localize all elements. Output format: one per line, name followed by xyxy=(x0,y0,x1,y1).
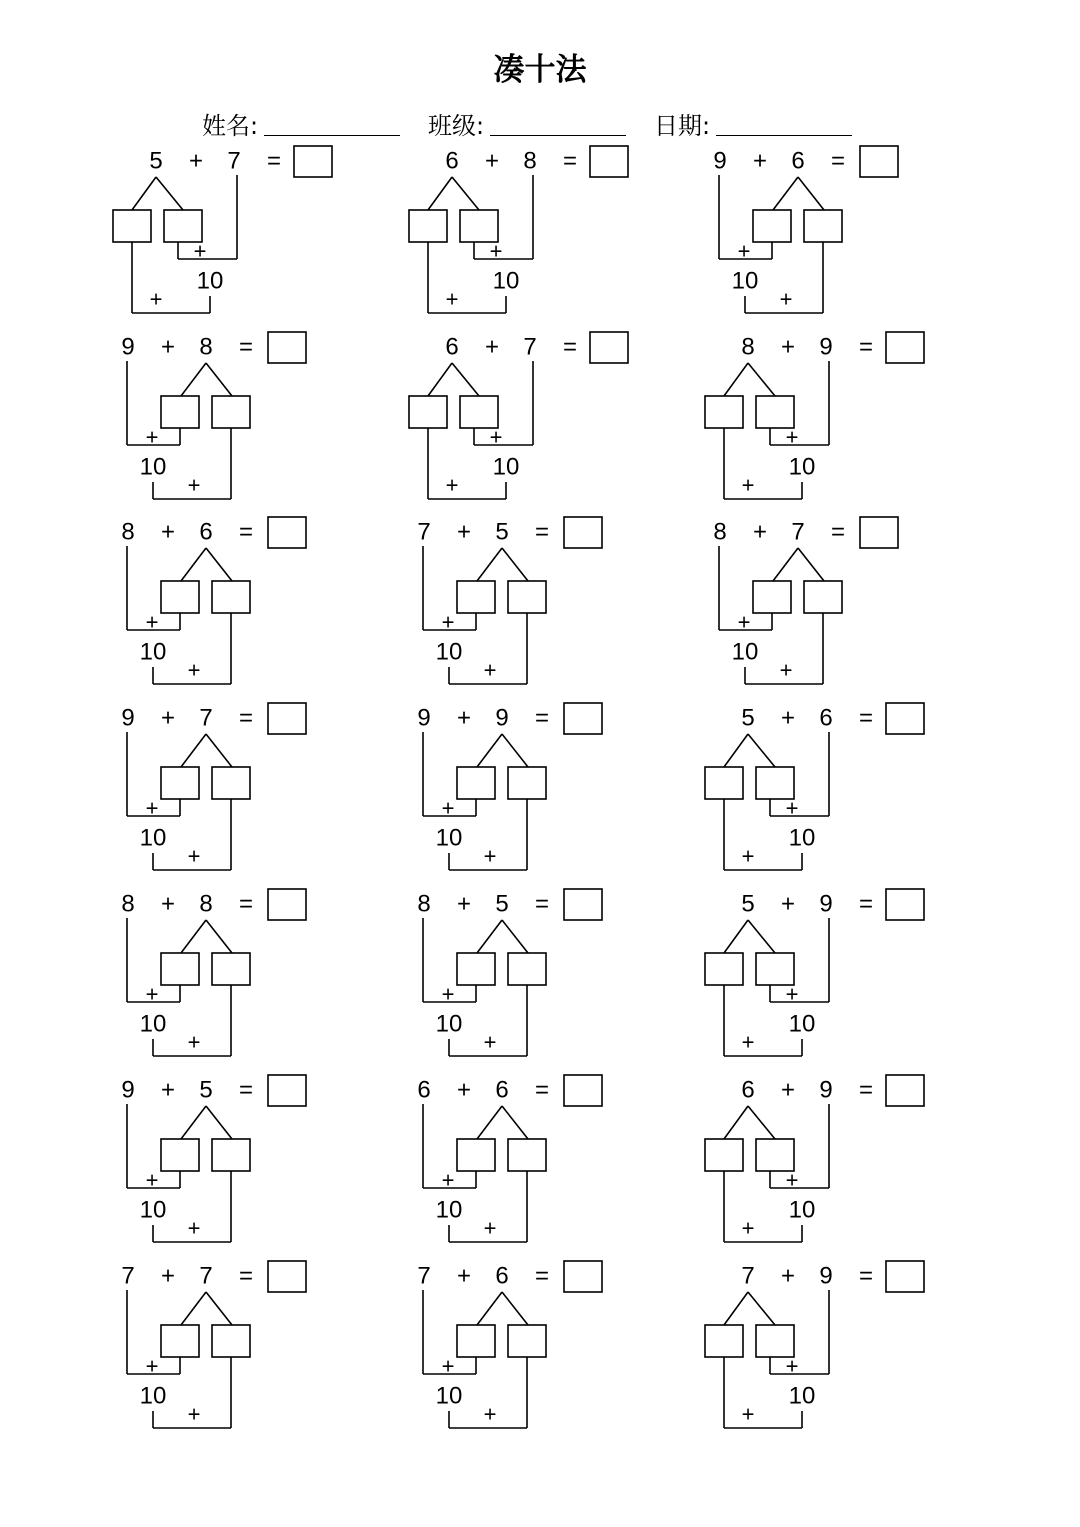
bracket-plus: + xyxy=(149,286,163,312)
equals-sign: = xyxy=(858,333,874,361)
answer-box[interactable] xyxy=(268,1075,306,1106)
bracket-plus: + xyxy=(741,843,755,869)
addend-a: 7 xyxy=(121,1262,135,1290)
split-box-left[interactable] xyxy=(161,396,199,428)
ten-label: 10 xyxy=(139,1196,167,1224)
problem-14 xyxy=(417,889,602,1056)
problem-6 xyxy=(705,332,924,499)
problem-5 xyxy=(409,332,628,499)
split-box-left[interactable] xyxy=(457,1325,495,1357)
answer-box[interactable] xyxy=(860,146,898,177)
bracket-plus: + xyxy=(737,238,751,264)
bracket-plus: + xyxy=(483,1029,497,1055)
split-box-right[interactable] xyxy=(508,767,546,799)
split-box-right[interactable] xyxy=(508,953,546,985)
split-box-right[interactable] xyxy=(212,1325,250,1357)
branch-line xyxy=(206,548,232,581)
problem-19 xyxy=(121,1261,306,1428)
addend-a: 9 xyxy=(417,704,431,732)
bracket-plus: + xyxy=(483,843,497,869)
ten-label: 10 xyxy=(492,267,520,295)
branch-line xyxy=(206,920,232,953)
bracket-plus: + xyxy=(483,657,497,683)
equals-sign: = xyxy=(238,1076,254,1104)
split-box-left[interactable] xyxy=(705,953,743,985)
split-box-right[interactable] xyxy=(508,1139,546,1171)
bracket-plus: + xyxy=(737,609,751,635)
branch-line xyxy=(724,734,748,767)
bracket-plus: + xyxy=(441,609,455,635)
ten-label: 10 xyxy=(788,824,816,852)
addend-b: 7 xyxy=(227,147,241,175)
answer-box[interactable] xyxy=(564,1075,602,1106)
answer-box[interactable] xyxy=(268,703,306,734)
plus-sign: + xyxy=(780,333,796,361)
addend-a: 8 xyxy=(741,333,755,361)
branch-line xyxy=(206,1106,232,1139)
ten-label: 10 xyxy=(788,453,816,481)
ten-label: 10 xyxy=(435,1010,463,1038)
branch-line xyxy=(181,548,206,581)
ten-label: 10 xyxy=(435,638,463,666)
bracket-plus: + xyxy=(785,1167,799,1193)
branch-line xyxy=(502,548,528,581)
split-box-left[interactable] xyxy=(161,1325,199,1357)
split-box-right[interactable] xyxy=(804,581,842,613)
addend-b: 7 xyxy=(199,1262,213,1290)
addend-b: 6 xyxy=(819,704,833,732)
branch-line xyxy=(181,920,206,953)
bracket-plus: + xyxy=(483,1401,497,1427)
equals-sign: = xyxy=(238,704,254,732)
ten-label: 10 xyxy=(139,1010,167,1038)
equals-sign: = xyxy=(534,704,550,732)
ten-label: 10 xyxy=(788,1382,816,1410)
bracket-plus: + xyxy=(441,981,455,1007)
answer-box[interactable] xyxy=(886,889,924,920)
branch-line xyxy=(502,920,528,953)
addend-a: 9 xyxy=(713,147,727,175)
branch-line xyxy=(477,548,502,581)
split-box-left[interactable] xyxy=(409,396,447,428)
answer-box[interactable] xyxy=(886,332,924,363)
plus-sign: + xyxy=(752,147,768,175)
addend-b: 8 xyxy=(199,890,213,918)
plus-sign: + xyxy=(160,333,176,361)
ten-label: 10 xyxy=(139,1382,167,1410)
addend-a: 6 xyxy=(741,1076,755,1104)
addend-b: 9 xyxy=(819,1262,833,1290)
branch-line xyxy=(724,1292,748,1325)
split-box-left[interactable] xyxy=(705,1325,743,1357)
addend-a: 7 xyxy=(417,518,431,546)
equals-sign: = xyxy=(534,518,550,546)
branch-line xyxy=(206,1292,232,1325)
ten-label: 10 xyxy=(435,1382,463,1410)
ten-label: 10 xyxy=(788,1010,816,1038)
bracket-plus: + xyxy=(779,657,793,683)
split-box-left[interactable] xyxy=(705,396,743,428)
addend-b: 9 xyxy=(819,890,833,918)
plus-sign: + xyxy=(780,704,796,732)
problem-13 xyxy=(121,889,306,1056)
problem-15 xyxy=(705,889,924,1056)
equals-sign: = xyxy=(238,518,254,546)
plus-sign: + xyxy=(160,1262,176,1290)
equals-sign: = xyxy=(562,333,578,361)
branch-line xyxy=(502,1106,528,1139)
bracket-plus: + xyxy=(441,795,455,821)
bracket-plus: + xyxy=(741,1215,755,1241)
split-box-right[interactable] xyxy=(212,767,250,799)
name-label: 姓名: xyxy=(202,112,259,140)
plus-sign: + xyxy=(160,704,176,732)
equals-sign: = xyxy=(238,890,254,918)
branch-line xyxy=(724,1106,748,1139)
split-box-left[interactable] xyxy=(457,767,495,799)
worksheet-title: 凑十法 xyxy=(493,52,587,88)
plus-sign: + xyxy=(484,147,500,175)
addend-b: 8 xyxy=(523,147,537,175)
branch-line xyxy=(206,734,232,767)
addend-b: 6 xyxy=(495,1076,509,1104)
answer-box[interactable] xyxy=(564,1261,602,1292)
branch-line xyxy=(156,177,183,210)
bracket-plus: + xyxy=(145,795,159,821)
equals-sign: = xyxy=(266,147,282,175)
branch-line xyxy=(798,548,824,581)
branch-line xyxy=(724,920,748,953)
equals-sign: = xyxy=(238,1262,254,1290)
branch-line xyxy=(748,734,775,767)
addend-b: 8 xyxy=(199,333,213,361)
answer-box[interactable] xyxy=(294,146,332,177)
addend-a: 5 xyxy=(741,704,755,732)
problem-10 xyxy=(121,703,306,870)
branch-line xyxy=(452,363,479,396)
split-box-right[interactable] xyxy=(460,210,498,242)
problem-1 xyxy=(113,146,332,313)
problem-9 xyxy=(713,517,898,684)
plus-sign: + xyxy=(456,704,472,732)
equals-sign: = xyxy=(830,147,846,175)
branch-line xyxy=(181,363,206,396)
addend-a: 8 xyxy=(417,890,431,918)
plus-sign: + xyxy=(752,518,768,546)
bracket-plus: + xyxy=(483,1215,497,1241)
addend-b: 6 xyxy=(791,147,805,175)
addend-a: 9 xyxy=(121,1076,135,1104)
addend-b: 5 xyxy=(199,1076,213,1104)
branch-line xyxy=(748,1292,775,1325)
split-box-left[interactable] xyxy=(161,1139,199,1171)
split-box-left[interactable] xyxy=(409,210,447,242)
answer-box[interactable] xyxy=(564,517,602,548)
equals-sign: = xyxy=(858,704,874,732)
plus-sign: + xyxy=(456,1076,472,1104)
ten-label: 10 xyxy=(139,638,167,666)
split-box-left[interactable] xyxy=(457,953,495,985)
problem-16 xyxy=(121,1075,306,1242)
split-box-right[interactable] xyxy=(756,767,794,799)
branch-line xyxy=(748,1106,775,1139)
split-box-right[interactable] xyxy=(164,210,202,242)
answer-box[interactable] xyxy=(886,1075,924,1106)
addend-a: 6 xyxy=(445,333,459,361)
bracket-plus: + xyxy=(785,981,799,1007)
bracket-plus: + xyxy=(145,424,159,450)
addend-b: 5 xyxy=(495,518,509,546)
branch-line xyxy=(798,177,824,210)
split-box-right[interactable] xyxy=(756,396,794,428)
addend-a: 5 xyxy=(741,890,755,918)
branch-line xyxy=(477,1292,502,1325)
problem-4 xyxy=(121,332,306,499)
addend-b: 9 xyxy=(819,333,833,361)
split-box-left[interactable] xyxy=(753,581,791,613)
bracket-plus: + xyxy=(779,286,793,312)
equals-sign: = xyxy=(562,147,578,175)
split-box-left[interactable] xyxy=(753,210,791,242)
bracket-plus: + xyxy=(187,472,201,498)
problem-17 xyxy=(417,1075,602,1242)
problem-7 xyxy=(121,517,306,684)
split-box-right[interactable] xyxy=(756,1325,794,1357)
ten-label: 10 xyxy=(435,824,463,852)
answer-box[interactable] xyxy=(268,332,306,363)
bracket-plus: + xyxy=(187,1029,201,1055)
bracket-plus: + xyxy=(187,843,201,869)
split-box-left[interactable] xyxy=(457,1139,495,1171)
branch-line xyxy=(748,920,775,953)
equals-sign: = xyxy=(858,1076,874,1104)
bracket-plus: + xyxy=(785,795,799,821)
plus-sign: + xyxy=(780,1076,796,1104)
problem-11 xyxy=(417,703,602,870)
addend-a: 9 xyxy=(121,704,135,732)
addend-b: 6 xyxy=(495,1262,509,1290)
plus-sign: + xyxy=(456,518,472,546)
answer-box[interactable] xyxy=(268,889,306,920)
equals-sign: = xyxy=(830,518,846,546)
plus-sign: + xyxy=(160,890,176,918)
bracket-plus: + xyxy=(741,472,755,498)
plus-sign: + xyxy=(780,1262,796,1290)
split-box-left[interactable] xyxy=(161,953,199,985)
branch-line xyxy=(181,1106,206,1139)
bracket-plus: + xyxy=(785,424,799,450)
bracket-plus: + xyxy=(187,1215,201,1241)
addend-b: 7 xyxy=(199,704,213,732)
ten-label: 10 xyxy=(139,824,167,852)
addend-b: 9 xyxy=(495,704,509,732)
answer-box[interactable] xyxy=(590,146,628,177)
addend-a: 8 xyxy=(121,518,135,546)
split-box-right[interactable] xyxy=(212,396,250,428)
branch-line xyxy=(773,177,798,210)
equals-sign: = xyxy=(534,1262,550,1290)
branch-line xyxy=(748,363,775,396)
branch-line xyxy=(452,177,479,210)
split-box-left[interactable] xyxy=(113,210,151,242)
equals-sign: = xyxy=(534,890,550,918)
bracket-plus: + xyxy=(445,472,459,498)
addend-a: 5 xyxy=(149,147,163,175)
addend-a: 6 xyxy=(445,147,459,175)
addend-b: 5 xyxy=(495,890,509,918)
problem-2 xyxy=(409,146,628,313)
problem-21 xyxy=(705,1261,924,1428)
plus-sign: + xyxy=(188,147,204,175)
split-box-right[interactable] xyxy=(508,581,546,613)
branch-line xyxy=(206,363,232,396)
bracket-plus: + xyxy=(145,609,159,635)
addend-b: 6 xyxy=(199,518,213,546)
plus-sign: + xyxy=(456,1262,472,1290)
ten-label: 10 xyxy=(435,1196,463,1224)
split-box-right[interactable] xyxy=(756,953,794,985)
equals-sign: = xyxy=(238,333,254,361)
split-box-right[interactable] xyxy=(756,1139,794,1171)
split-box-right[interactable] xyxy=(212,1139,250,1171)
bracket-plus: + xyxy=(145,1353,159,1379)
answer-box[interactable] xyxy=(268,517,306,548)
branch-line xyxy=(181,1292,206,1325)
ten-label: 10 xyxy=(731,267,759,295)
ten-label: 10 xyxy=(788,1196,816,1224)
bracket-plus: + xyxy=(187,657,201,683)
ten-label: 10 xyxy=(731,638,759,666)
bracket-plus: + xyxy=(441,1353,455,1379)
equals-sign: = xyxy=(858,1262,874,1290)
problem-20 xyxy=(417,1261,602,1428)
date-label: 日期: xyxy=(654,112,711,140)
branch-line xyxy=(477,734,502,767)
split-box-right[interactable] xyxy=(804,210,842,242)
bracket-plus: + xyxy=(489,238,503,264)
problem-3 xyxy=(713,146,898,313)
bracket-plus: + xyxy=(741,1029,755,1055)
addend-a: 7 xyxy=(417,1262,431,1290)
ten-label: 10 xyxy=(139,453,167,481)
answer-box[interactable] xyxy=(564,889,602,920)
answer-box[interactable] xyxy=(590,332,628,363)
plus-sign: + xyxy=(160,1076,176,1104)
branch-line xyxy=(477,1106,502,1139)
split-box-right[interactable] xyxy=(460,396,498,428)
plus-sign: + xyxy=(160,518,176,546)
ten-label: 10 xyxy=(492,453,520,481)
addend-a: 9 xyxy=(121,333,135,361)
addend-a: 7 xyxy=(741,1262,755,1290)
plus-sign: + xyxy=(484,333,500,361)
problem-12 xyxy=(705,703,924,870)
bracket-plus: + xyxy=(145,1167,159,1193)
bracket-plus: + xyxy=(187,1401,201,1427)
class-label: 班级: xyxy=(428,112,485,140)
branch-line xyxy=(502,1292,528,1325)
answer-box[interactable] xyxy=(564,703,602,734)
problem-18 xyxy=(705,1075,924,1242)
addend-a: 6 xyxy=(417,1076,431,1104)
branch-line xyxy=(724,363,748,396)
bracket-plus: + xyxy=(489,424,503,450)
bracket-plus: + xyxy=(441,1167,455,1193)
split-box-left[interactable] xyxy=(457,581,495,613)
branch-line xyxy=(428,177,452,210)
split-box-left[interactable] xyxy=(161,767,199,799)
split-box-left[interactable] xyxy=(705,1139,743,1171)
equals-sign: = xyxy=(858,890,874,918)
plus-sign: + xyxy=(456,890,472,918)
addend-a: 8 xyxy=(121,890,135,918)
addend-b: 9 xyxy=(819,1076,833,1104)
split-box-right[interactable] xyxy=(212,953,250,985)
bracket-plus: + xyxy=(145,981,159,1007)
split-box-right[interactable] xyxy=(212,581,250,613)
answer-box[interactable] xyxy=(886,703,924,734)
ten-label: 10 xyxy=(196,267,224,295)
answer-box[interactable] xyxy=(268,1261,306,1292)
addend-b: 7 xyxy=(523,333,537,361)
bracket-plus: + xyxy=(193,238,207,264)
plus-sign: + xyxy=(780,890,796,918)
answer-box[interactable] xyxy=(860,517,898,548)
branch-line xyxy=(477,920,502,953)
problem-8 xyxy=(417,517,602,684)
branch-line xyxy=(181,734,206,767)
bracket-plus: + xyxy=(445,286,459,312)
bracket-plus: + xyxy=(785,1353,799,1379)
split-box-left[interactable] xyxy=(161,581,199,613)
branch-line xyxy=(132,177,156,210)
answer-box[interactable] xyxy=(886,1261,924,1292)
addend-b: 7 xyxy=(791,518,805,546)
bracket-plus: + xyxy=(741,1401,755,1427)
equals-sign: = xyxy=(534,1076,550,1104)
branch-line xyxy=(428,363,452,396)
branch-line xyxy=(502,734,528,767)
addend-a: 8 xyxy=(713,518,727,546)
split-box-right[interactable] xyxy=(508,1325,546,1357)
branch-line xyxy=(773,548,798,581)
split-box-left[interactable] xyxy=(705,767,743,799)
